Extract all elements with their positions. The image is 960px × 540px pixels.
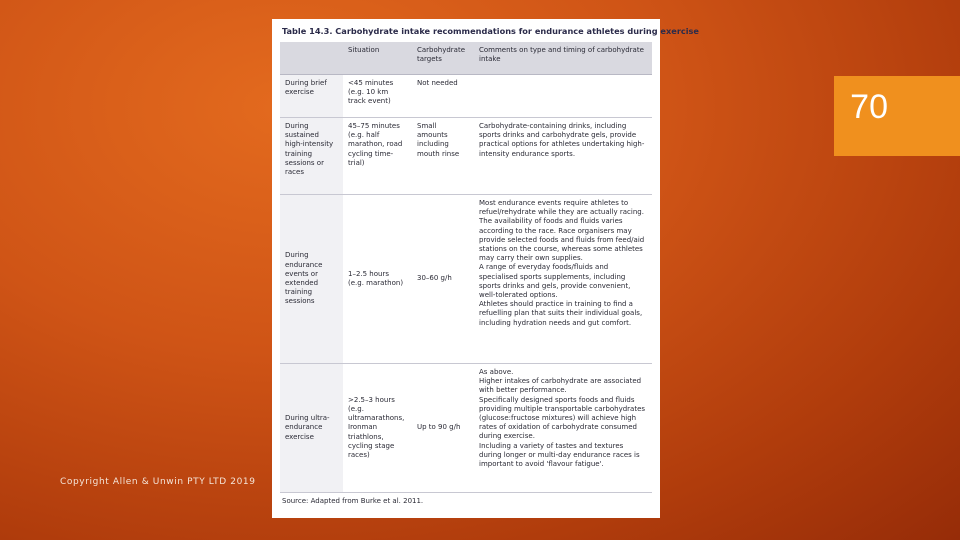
slide-number: 70: [850, 88, 888, 126]
copyright-text: Copyright Allen & Unwin PTY LTD 2019: [60, 477, 256, 487]
table-source: Source: Adapted from Burke et al. 2011.: [282, 497, 424, 505]
header-targets: Carbohydrate targets: [412, 42, 474, 75]
header-situation: Situation: [343, 42, 412, 75]
table-row: [280, 75, 652, 118]
duration-cell: 1–2.5 hours (e.g. marathon): [343, 195, 412, 364]
table-row: [280, 195, 652, 364]
table-image: [272, 19, 699, 518]
table-header-row: [280, 42, 652, 75]
situation-cell: During brief exercise: [280, 75, 343, 118]
comment-line: Higher intakes of carbohydrate are associated with better performance.: [479, 377, 642, 395]
comment-line: Specifically designed sports foods and fluids providing multiple transportable carbohydrates (glucose:fructose mixtures) will achieve high rates of oxidation of carbohydrate consumed during exercise.: [479, 395, 646, 441]
situation-cell: During sustained high-intensity training sessions or races: [280, 118, 343, 195]
target-cell: Up to 90 g/h: [412, 364, 474, 493]
situation-cell: During ultra-endurance exercise: [280, 364, 343, 493]
duration-cell: 45–75 minutes (e.g. half marathon, road cycling time-trial): [343, 118, 412, 195]
table-title: Table 14.3. Carbohydrate intake recommendations for endurance athletes during exercise: [282, 26, 699, 36]
comment-line: Including a variety of tastes and textures during longer or multi-day endurance races is important to avoid 'flavour fatigue'.: [479, 441, 640, 469]
table-row: [280, 364, 652, 493]
duration-cell: >2.5–3 hours (e.g. ultramarathons, Ironman triathlons, cycling stage races): [343, 364, 412, 493]
slide-number-box: [834, 76, 960, 156]
comment-line: Most endurance events require athletes to refuel/rehydrate while they are actually racing. The availability of foods and fluids varies according to the race. Race organisers may provide selected foods and fluids from feed/aid stations on the course, whereas some athletes may carry their own supplies.: [479, 199, 645, 263]
comment-line: A range of everyday foods/fluids and specialised sports supplements, including sports drinks and gels, provide convenient, well-tolerated options.: [479, 263, 631, 300]
target-cell: Small amounts including mouth rinse: [412, 118, 474, 195]
table-row: [280, 118, 652, 195]
header-blank: [280, 42, 343, 75]
target-cell: Not needed: [412, 75, 474, 118]
carbohydrate-table: [280, 42, 652, 493]
comments-cell: [474, 364, 652, 493]
duration-cell: <45 minutes (e.g. 10 km track event): [343, 75, 412, 118]
comment-line: As above.: [479, 368, 514, 376]
target-cell: 30–60 g/h: [412, 195, 474, 364]
comments-cell: [474, 75, 652, 118]
comments-cell: [474, 195, 652, 364]
situation-cell: During endurance events or extended training sessions: [280, 195, 343, 364]
comment-line: Athletes should practice in training to find a refuelling plan that suits their individual goals, including hydration needs and gut comfort.: [479, 300, 643, 327]
comment-line: Carbohydrate-containing drinks, including sports drinks and carbohydrate gels, provide practical options for athletes undertaking high-intensity endurance sports.: [479, 122, 645, 158]
header-comments: Comments on type and timing of carbohydrate intake: [474, 42, 652, 75]
comments-cell: [474, 118, 652, 195]
